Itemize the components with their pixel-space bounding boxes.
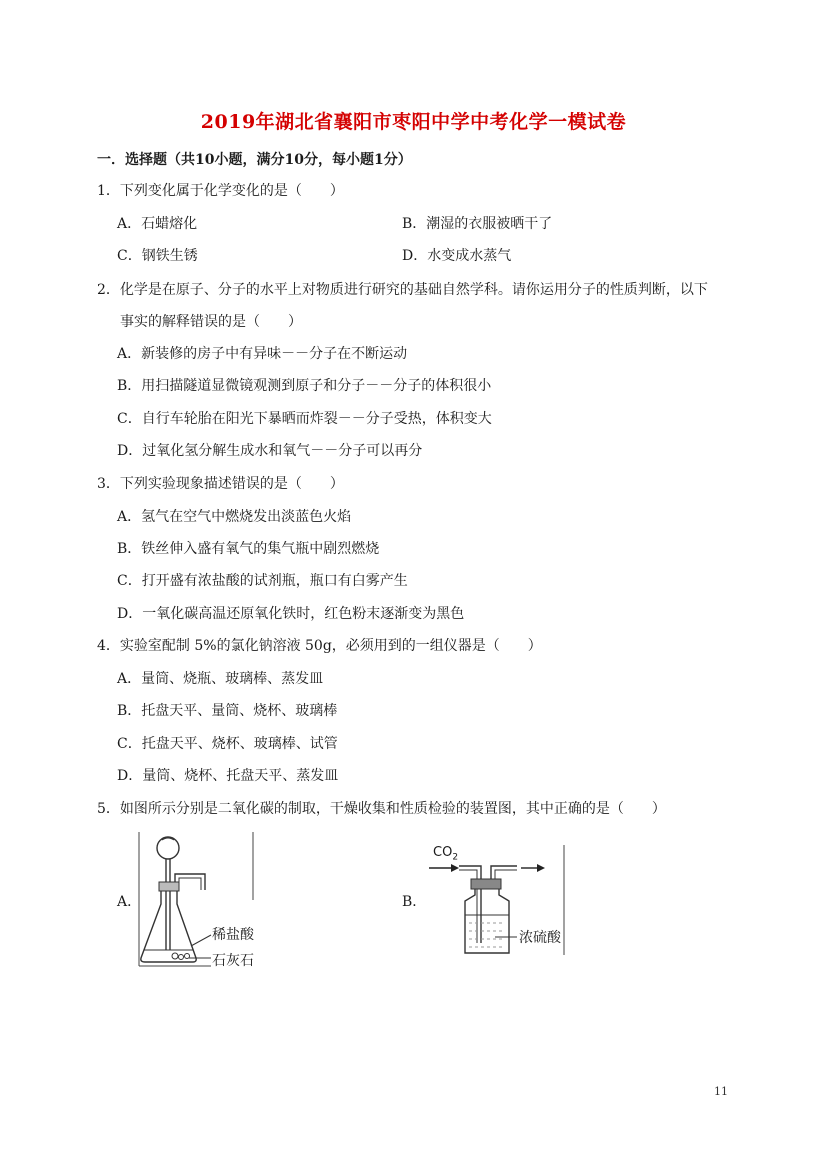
page-title: 2019年湖北省襄阳市枣阳中学中考化学一模试卷 [200,111,627,133]
question-4-stem: 4．实验室配制 5%的氯化钠溶液 50g，必须用到的一组仪器是（ ） [97,638,542,654]
figure-b-gas-formula: CO [433,845,453,860]
question-2-stem-continued: 事实的解释错误的是（ ） [120,314,302,330]
question-1-option-b: B．潮湿的衣服被晒干了 [402,216,553,232]
question-4-option-a: A．量筒、烧瓶、玻璃棒、蒸发皿 [117,671,324,687]
question-1-option-a: A．石蜡熔化 [117,216,198,232]
question-3-option-a: A．氢气在空气中燃烧发出淡蓝色火焰 [117,509,352,525]
page-number: 11 [714,1085,728,1098]
question-2-option-b: B．用扫描隧道显微镜观测到原子和分子－－分子的体积很小 [117,378,492,394]
question-1-option-c: C．钢铁生锈 [117,248,198,264]
section-heading: 一．选择题（共10小题，满分10分，每小题1分） [97,152,412,168]
question-3-option-b: B．铁丝伸入盛有氧气的集气瓶中剧烈燃烧 [117,541,380,557]
question-2-option-a: A．新装修的房子中有异味－－分子在不断运动 [117,346,408,362]
figure-a-label-acid: 稀盐酸 [212,927,254,943]
question-5-option-a: A． [117,894,142,910]
question-2-option-d: D．过氧化氢分解生成水和氧气－－分子可以再分 [117,443,423,459]
question-4-option-c: C．托盘天平、烧杯、玻璃棒、试管 [117,736,338,752]
question-1-option-d: D．水变成水蒸气 [402,248,512,264]
figure-b-label-sulfuric-acid: 浓硫酸 [519,930,561,946]
figure-a-label-limestone: 石灰石 [212,953,254,969]
question-3-stem: 3．下列实验现象描述错误的是（ ） [97,476,344,492]
question-2-stem: 2．化学是在原子、分子的水平上对物质进行研究的基础自然学科。请你运用分子的性质判断，以下 [97,282,708,298]
question-4-option-d: D．量筒、烧杯、托盘天平、蒸发皿 [117,768,339,784]
question-4-option-b: B．托盘天平、量筒、烧杯、玻璃棒 [117,703,338,719]
question-5-option-b: B． [402,894,427,910]
question-2-option-c: C．自行车轮胎在阳光下暴晒而炸裂－－分子受热，体积变大 [117,411,492,427]
question-1-stem: 1．下列变化属于化学变化的是（ ） [97,183,344,199]
question-3-option-d: D．一氧化碳高温还原氧化铁时，红色粉末逐渐变为黑色 [117,606,465,622]
question-5-stem: 5．如图所示分别是二氧化碳的制取，干燥收集和性质检验的装置图，其中正确的是（ ） [97,801,666,817]
figure-b-gas-subscript: 2 [452,852,459,863]
question-3-option-c: C．打开盛有浓盐酸的试剂瓶，瓶口有白雾产生 [117,573,408,589]
